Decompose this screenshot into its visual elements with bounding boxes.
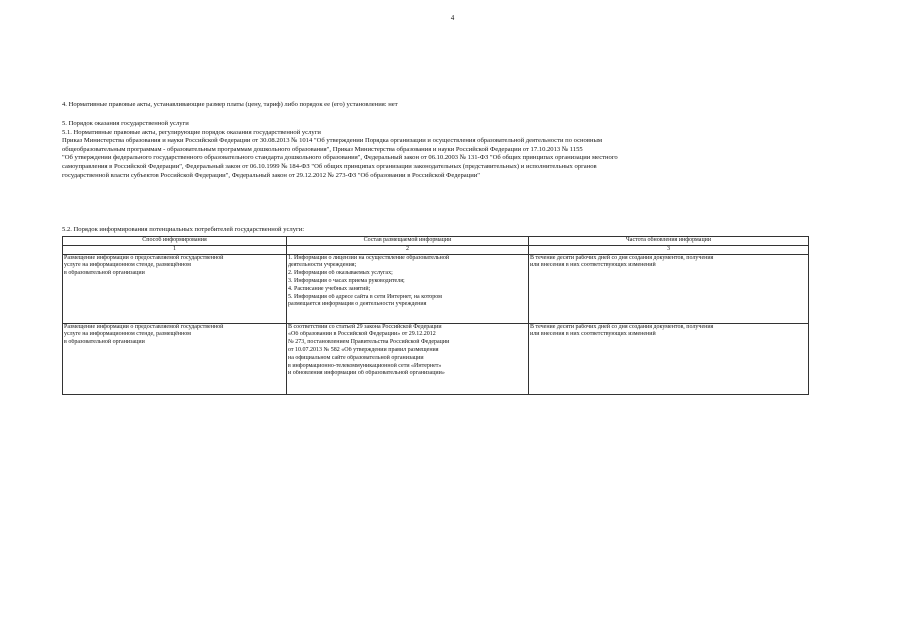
- column-number: 2: [287, 245, 529, 254]
- cell-line: услуге на информационном стенде, размещённом: [64, 331, 191, 338]
- cell-method: [63, 323, 287, 394]
- column-number: 1: [63, 245, 287, 254]
- cell-line: от 10.07.2013 № 582 «Об утверждении правил размещения: [288, 346, 439, 353]
- cell-line: в образовательной организации: [64, 339, 145, 346]
- cell-frequency: [529, 254, 809, 323]
- cell-content: [287, 323, 529, 394]
- cell-line: 4. Расписание учебных занятий;: [288, 285, 371, 292]
- informing-table: [62, 236, 809, 395]
- section-5-heading: 5. Порядок оказания государственной услуги: [62, 120, 189, 127]
- header-content: Состав размещаемой информации: [287, 237, 529, 246]
- table-header-row: [63, 237, 809, 246]
- cell-line: в информационно-телекоммуникационной сети «Интернет»: [288, 362, 442, 369]
- cell-line: услуге на информационном стенде, размещённом: [64, 262, 191, 269]
- cell-line: и обновления информации об образовательной организации»: [288, 370, 445, 377]
- section-5-2-heading: 5.2. Порядок информирования потенциальных потребителей государственной услуги:: [62, 226, 305, 233]
- section-5-service-procedure: [62, 120, 822, 180]
- table-row: [63, 323, 809, 394]
- section-4-fee-acts: [62, 101, 822, 110]
- cell-line: «Об образовании в Российской Федерации» от 29.12.2012: [288, 331, 436, 338]
- cell-line: В соответствии со статьей 29 закона Российской Федерации: [288, 323, 442, 330]
- cell-content: [287, 254, 529, 323]
- cell-line: 1. Информация о лицензии на осуществление образовательной: [288, 254, 450, 261]
- cell-line: в образовательной организации: [64, 270, 145, 277]
- section-5-1-text-line: Приказ Министерства образования и науки Российской Федерации от 30.08.2013 № 1014 "Об утверждении Порядка организации и осуществления образовательной деятельности по основным: [62, 137, 603, 145]
- cell-line: или внесения в них соответствующих изменений: [530, 262, 656, 269]
- table-row: [63, 254, 809, 323]
- section-5-1-text-line: государственной власти субъектов Российской Федерации", Федеральный закон от 29.12.2012 № 273-ФЗ "Об образовании в Российской Федерации": [62, 171, 480, 179]
- cell-line: Размещение информации о предоставляемой государственной: [64, 254, 224, 261]
- section-5-1-heading: 5.1. Нормативные правовые акты, регулирующие порядок оказания государственной услуги: [62, 128, 321, 136]
- cell-line: 5. Информация об адресе сайта в сети Интернет, на котором: [288, 293, 442, 300]
- header-frequency: Частота обновления информации: [529, 237, 809, 246]
- cell-line: 2. Информация об оказываемых услугах;: [288, 270, 393, 277]
- cell-line: размещается информация о деятельности учреждения: [288, 301, 427, 308]
- section-4-text: 4. Нормативные правовые акты, устанавливающие размер платы (цену, тариф) либо порядок ее (его) установления: нет: [62, 101, 398, 108]
- cell-line: деятельности учреждения;: [288, 262, 357, 269]
- cell-line: В течение десяти рабочих дней со дня создания документов, получения: [530, 323, 714, 330]
- table-number-row: [63, 245, 809, 254]
- cell-line: Размещение информации о предоставляемой государственной: [64, 323, 224, 330]
- section-5-1-text-line: общеобразовательным программам - образовательным программам дошкольного образования", Приказ Министерства образования и науки Российской Федерации от 17.10.2013 № 1155: [62, 145, 583, 153]
- page-number: 4: [450, 14, 455, 22]
- section-5-1-text-line: самоуправления в Российской Федерации", Федеральный закон от 06.10.1999 № 184-ФЗ "Об общих принципах организации законодательных (представительных) и исполнительных органов: [62, 162, 597, 170]
- section-5-2-informing: [62, 226, 822, 235]
- section-5-1-text-line: "Об утверждении федерального государственного образовательного стандарта дошкольного образования", Федеральный закон от 06.10.2003 № 131-ФЗ "Об общих принципах организации местного: [62, 154, 618, 162]
- cell-line: В течение десяти рабочих дней со дня создания документов, получения: [530, 254, 714, 261]
- cell-frequency: [529, 323, 809, 394]
- header-method: Способ информирования: [63, 237, 287, 246]
- cell-line: № 273, постановлением Правительства Российской Федерации: [288, 339, 450, 346]
- column-number: 3: [529, 245, 809, 254]
- cell-line: на официальном сайте образовательной организации: [288, 354, 424, 361]
- cell-line: 3. Информация о часах приема руководителя;: [288, 277, 405, 284]
- cell-line: или внесения в них соответствующих изменений: [530, 331, 656, 338]
- cell-method: [63, 254, 287, 323]
